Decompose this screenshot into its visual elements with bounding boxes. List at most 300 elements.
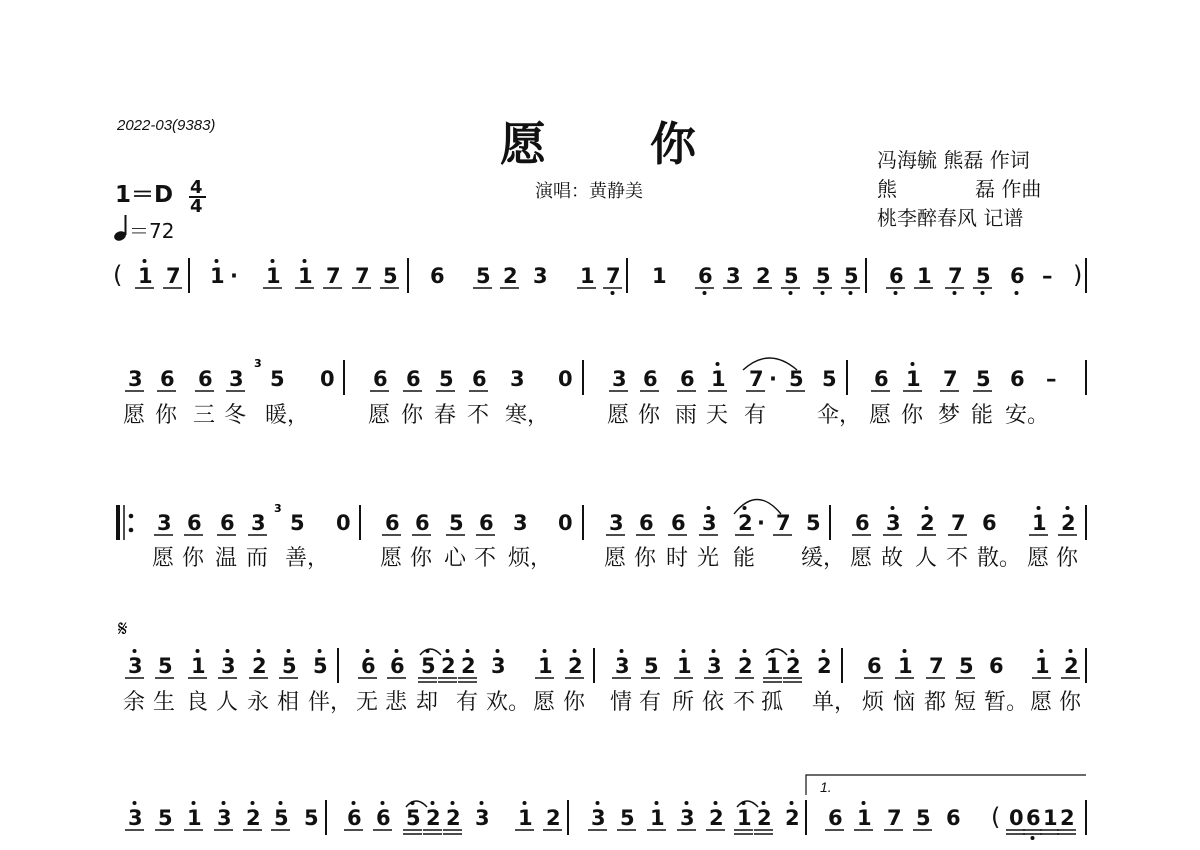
note: 6 <box>376 806 391 830</box>
high-octave-dot <box>366 649 370 653</box>
score-code: 2022-03(9383) <box>117 117 216 134</box>
note: 3 <box>680 806 695 830</box>
note: 5 <box>644 654 659 678</box>
lyric: 生 <box>153 690 176 715</box>
note: ( <box>113 261 123 289</box>
note: 3 <box>612 367 627 391</box>
note: 3 <box>217 806 232 830</box>
note: 5 <box>439 367 454 391</box>
note: 1 <box>737 806 752 830</box>
note: 2 <box>817 654 832 678</box>
lyric: 愿 <box>604 546 627 571</box>
note: 2 <box>738 511 753 535</box>
high-octave-dot <box>222 801 226 805</box>
lyric: 却 <box>416 690 439 715</box>
note: 3 <box>157 511 172 535</box>
lyric: 不 <box>733 690 756 715</box>
low-octave-dot <box>1031 836 1035 840</box>
note: 3 <box>591 806 606 830</box>
lyric: 孤 <box>761 690 784 715</box>
high-octave-dot <box>543 649 547 653</box>
note: 3 <box>886 511 901 535</box>
note: 3 <box>533 264 548 288</box>
low-octave-dot <box>849 291 853 295</box>
note: 0 <box>1009 806 1024 830</box>
note: 3 <box>229 367 244 391</box>
lyric: 而 <box>246 546 269 571</box>
grace-note: 3 <box>274 502 282 515</box>
lyric: 愿 <box>607 403 630 428</box>
lyric: 时 <box>666 546 689 571</box>
note: 6 <box>671 511 686 535</box>
lyric: 良 <box>186 690 209 715</box>
high-octave-dot <box>192 801 196 805</box>
note: 6 <box>472 367 487 391</box>
note: 7 <box>951 511 966 535</box>
note: 1 <box>898 654 913 678</box>
time-signature-bottom: 4 <box>190 196 203 217</box>
lyric: 暖， <box>265 403 310 428</box>
note: 2 <box>738 654 753 678</box>
note: 1 <box>857 806 872 830</box>
note: 1 <box>138 264 153 288</box>
key-signature: 1＝D <box>115 182 174 208</box>
high-octave-dot <box>596 801 600 805</box>
note: 2 <box>756 264 771 288</box>
high-octave-dot <box>790 801 794 805</box>
note: 6 <box>220 511 235 535</box>
lyric: 三 <box>193 403 216 428</box>
high-octave-dot <box>903 649 907 653</box>
lyric: 所 <box>672 690 695 715</box>
note: 1 <box>1035 654 1050 678</box>
ties <box>406 358 797 807</box>
lyric: 你 <box>634 546 657 571</box>
note: 6 <box>430 264 445 288</box>
high-octave-dot <box>251 801 255 805</box>
note: 7 <box>326 264 341 288</box>
volta-bracket <box>806 775 1086 795</box>
note: 2 <box>546 806 561 830</box>
lyric: 你 <box>410 546 433 571</box>
note: – <box>1042 264 1053 288</box>
note: 7 <box>776 511 791 535</box>
lyric: 雨 <box>675 403 698 428</box>
low-octave-dot <box>611 291 615 295</box>
high-octave-dot <box>226 649 230 653</box>
note: ( <box>991 803 1001 831</box>
high-octave-dot <box>707 506 711 510</box>
lyric: 你 <box>901 403 924 428</box>
note: 5 <box>304 806 319 830</box>
note: 6 <box>874 367 889 391</box>
high-octave-dot <box>352 801 356 805</box>
lyric: 愿 <box>1027 546 1050 571</box>
note: 3 <box>251 511 266 535</box>
note: · <box>230 264 238 288</box>
note: 5 <box>789 367 804 391</box>
note: 6 <box>390 654 405 678</box>
note: 2 <box>786 654 801 678</box>
note: 6 <box>1010 367 1025 391</box>
note: 3 <box>128 654 143 678</box>
composer-name-a: 熊 <box>877 177 897 201</box>
note: 6 <box>855 511 870 535</box>
note: 1 <box>1032 511 1047 535</box>
lyric: 有 <box>744 403 767 428</box>
lyric: 故 <box>881 546 904 571</box>
note: 3 <box>702 511 717 535</box>
note: 6 <box>1010 264 1025 288</box>
lyric: 散。 <box>977 546 1022 571</box>
note: 7 <box>355 264 370 288</box>
note: 5 <box>816 264 831 288</box>
note: 6 <box>198 367 213 391</box>
high-octave-dot <box>133 801 137 805</box>
note: 0 <box>336 511 351 535</box>
lyric: 春 <box>434 403 457 428</box>
note: 5 <box>916 806 931 830</box>
high-octave-dot <box>287 649 291 653</box>
lyric: 你 <box>1059 690 1082 715</box>
note: 5 <box>290 511 305 535</box>
lyric: 愿 <box>152 546 175 571</box>
lyric: 愿 <box>850 546 873 571</box>
note: 3 <box>726 264 741 288</box>
high-octave-dot <box>271 259 275 263</box>
note: 6 <box>187 511 202 535</box>
note: 6 <box>828 806 843 830</box>
high-octave-dot <box>712 649 716 653</box>
lyric: 情 <box>610 690 633 715</box>
lyric: 烦， <box>508 546 553 571</box>
note: 3 <box>491 654 506 678</box>
high-octave-dot <box>215 259 219 263</box>
lyric: 你 <box>182 546 205 571</box>
high-octave-dot <box>620 649 624 653</box>
lyric: 你 <box>638 403 661 428</box>
lyric: 伞， <box>817 403 862 428</box>
note: 2 <box>446 806 461 830</box>
note: 2 <box>1061 511 1076 535</box>
high-octave-dot <box>862 801 866 805</box>
high-octave-dot <box>742 801 746 805</box>
time-signature-top: 4 <box>190 177 203 198</box>
high-octave-dot <box>655 801 659 805</box>
note: 5 <box>822 367 837 391</box>
note: 1 <box>766 654 781 678</box>
lyric: 人 <box>915 546 938 571</box>
note: 2 <box>426 806 441 830</box>
note: 1 <box>652 264 667 288</box>
note: 2 <box>441 654 456 678</box>
note: 5 <box>383 264 398 288</box>
note: 7 <box>749 367 764 391</box>
lyric: 温 <box>215 546 238 571</box>
note: 0 <box>320 367 335 391</box>
high-octave-dot <box>714 801 718 805</box>
transcriber-credit: 桃李醉春风 记谱 <box>877 206 1024 230</box>
lyric: 有 <box>456 690 479 715</box>
note: 5 <box>282 654 297 678</box>
low-octave-dot <box>894 291 898 295</box>
note: 5 <box>421 654 436 678</box>
lyricist-credit: 冯海毓 熊磊 作词 <box>877 148 1030 172</box>
note: 6 <box>347 806 362 830</box>
note: 2 <box>757 806 772 830</box>
high-octave-dot <box>743 506 747 510</box>
note: · <box>769 367 777 391</box>
note: 5 <box>806 511 821 535</box>
note: 5 <box>270 367 285 391</box>
note: 6 <box>989 654 1004 678</box>
high-octave-dot <box>257 649 261 653</box>
high-octave-dot <box>716 362 720 366</box>
low-octave-dot <box>981 291 985 295</box>
note: 6 <box>373 367 388 391</box>
high-octave-dot <box>451 801 455 805</box>
note: 3 <box>615 654 630 678</box>
repeat-start-sign <box>116 505 133 540</box>
high-octave-dot <box>573 649 577 653</box>
low-octave-dot <box>953 291 957 295</box>
lyric: 梦 <box>938 403 961 428</box>
lyric: 你 <box>155 403 178 428</box>
lyric: 光 <box>697 546 720 571</box>
lyric: 都 <box>924 690 947 715</box>
lyric: 恼 <box>893 690 916 715</box>
high-octave-dot <box>303 259 307 263</box>
lyric: 暂。 <box>984 690 1029 715</box>
lyric: 不 <box>474 546 497 571</box>
high-octave-dot <box>925 506 929 510</box>
note: 6 <box>889 264 904 288</box>
high-octave-dot <box>446 649 450 653</box>
note: 6 <box>639 511 654 535</box>
high-octave-dot <box>143 259 147 263</box>
lyric: 单， <box>812 690 857 715</box>
note: 7 <box>943 367 958 391</box>
note: 1 <box>187 806 202 830</box>
note: 6 <box>385 511 400 535</box>
high-octave-dot <box>523 801 527 805</box>
lyric: 寒， <box>505 403 550 428</box>
note: 5 <box>406 806 421 830</box>
note: 7 <box>929 654 944 678</box>
lyric: 依 <box>702 690 725 715</box>
high-octave-dot <box>685 801 689 805</box>
high-octave-dot <box>891 506 895 510</box>
lyric: 不 <box>467 403 490 428</box>
note: 5 <box>976 264 991 288</box>
high-octave-dot <box>279 801 283 805</box>
note: 6 <box>1026 806 1041 830</box>
note: 2 <box>461 654 476 678</box>
note: 1 <box>917 264 932 288</box>
high-octave-dot <box>426 649 430 653</box>
lyric: 伴， <box>308 690 353 715</box>
composer-name-b: 磊 作曲 <box>975 177 1042 201</box>
high-octave-dot <box>1069 649 1073 653</box>
note: 7 <box>887 806 902 830</box>
note: 2 <box>252 654 267 678</box>
song-title-char-1: 愿 <box>500 117 546 171</box>
note: 1 <box>518 806 533 830</box>
note: 2 <box>246 806 261 830</box>
note: 1 <box>210 264 225 288</box>
lyric: 愿 <box>533 690 556 715</box>
lyric: 悲 <box>385 690 408 715</box>
note: 2 <box>1064 654 1079 678</box>
note: 5 <box>158 654 173 678</box>
lyric: 短 <box>954 690 977 715</box>
lyric: 心 <box>444 546 467 571</box>
lyric: 相 <box>277 690 300 715</box>
note: 3 <box>609 511 624 535</box>
note: 3 <box>221 654 236 678</box>
note: 6 <box>680 367 695 391</box>
song-title-char-2: 你 <box>650 117 696 171</box>
note: 1 <box>266 264 281 288</box>
note: 1 <box>538 654 553 678</box>
note: 6 <box>982 511 997 535</box>
high-octave-dot <box>682 649 686 653</box>
high-octave-dot <box>1040 649 1044 653</box>
note: 0 <box>558 367 573 391</box>
high-octave-dot <box>411 801 415 805</box>
low-octave-dot <box>789 291 793 295</box>
note: 6 <box>643 367 658 391</box>
note: 3 <box>128 806 143 830</box>
note: 7 <box>166 264 181 288</box>
note: 1 <box>677 654 692 678</box>
lyric: 缓， <box>801 546 846 571</box>
high-octave-dot <box>1066 506 1070 510</box>
note: 6 <box>160 367 175 391</box>
note: 6 <box>479 511 494 535</box>
note: 5 <box>449 511 464 535</box>
quarter-note-icon <box>113 215 127 242</box>
note: 1 <box>711 367 726 391</box>
note: 5 <box>158 806 173 830</box>
lyric: 能 <box>971 403 994 428</box>
lyric: 愿 <box>869 403 892 428</box>
note: 5 <box>313 654 328 678</box>
high-octave-dot <box>431 801 435 805</box>
lyric: 愿 <box>368 403 391 428</box>
high-octave-dot <box>196 649 200 653</box>
lyric: 能 <box>733 546 756 571</box>
note: 2 <box>1060 806 1075 830</box>
high-octave-dot <box>381 801 385 805</box>
lyric: 无 <box>356 690 379 715</box>
note: – <box>1046 367 1057 391</box>
high-octave-dot <box>822 649 826 653</box>
lyric: 你 <box>401 403 424 428</box>
note: 1 <box>298 264 313 288</box>
note: 2 <box>568 654 583 678</box>
lyric: 愿 <box>380 546 403 571</box>
high-octave-dot <box>911 362 915 366</box>
high-octave-dot <box>791 649 795 653</box>
note: 7 <box>606 264 621 288</box>
high-octave-dot <box>480 801 484 805</box>
note: 0 <box>558 511 573 535</box>
lyric: 冬 <box>224 403 247 428</box>
lyric: 愿 <box>1030 690 1053 715</box>
singer-credit: 演唱：黄静美 <box>535 181 643 202</box>
note: 6 <box>867 654 882 678</box>
note: 3 <box>475 806 490 830</box>
note: 6 <box>406 367 421 391</box>
high-octave-dot <box>395 649 399 653</box>
note: 5 <box>620 806 635 830</box>
note: 7 <box>948 264 963 288</box>
note: 2 <box>503 264 518 288</box>
lyric: 人 <box>216 690 239 715</box>
note: 5 <box>476 264 491 288</box>
note: 3 <box>513 511 528 535</box>
high-octave-dot <box>496 649 500 653</box>
lyric: 烦 <box>862 690 885 715</box>
note: 5 <box>976 367 991 391</box>
note: 6 <box>698 264 713 288</box>
high-octave-dot <box>133 649 137 653</box>
note: 6 <box>946 806 961 830</box>
lyric: 余 <box>123 690 146 715</box>
lyric: 天 <box>706 403 729 428</box>
grace-note: 3 <box>254 357 262 370</box>
note: 1 <box>650 806 665 830</box>
tempo-marking: ＝72 <box>129 219 175 243</box>
note: 1 <box>191 654 206 678</box>
lyric: 安。 <box>1005 403 1050 428</box>
note: 6 <box>361 654 376 678</box>
note: 1 <box>906 367 921 391</box>
segno-sign: 𝄋 <box>118 617 128 642</box>
lyric: 你 <box>563 690 586 715</box>
notes-layer <box>113 259 1082 840</box>
note: 6 <box>415 511 430 535</box>
note: 2 <box>785 806 800 830</box>
high-octave-dot <box>743 649 747 653</box>
note: 3 <box>128 367 143 391</box>
note: 1 <box>1043 806 1058 830</box>
note: 3 <box>510 367 525 391</box>
lyric: 善， <box>285 546 330 571</box>
high-octave-dot <box>1037 506 1041 510</box>
note: 5 <box>959 654 974 678</box>
high-octave-dot <box>318 649 322 653</box>
note: 2 <box>709 806 724 830</box>
note: 2 <box>920 511 935 535</box>
lyric: 永 <box>247 690 270 715</box>
lyric: 你 <box>1056 546 1079 571</box>
lyric: 不 <box>946 546 969 571</box>
note: 5 <box>844 264 859 288</box>
note: 1 <box>580 264 595 288</box>
low-octave-dot <box>1015 291 1019 295</box>
lyric: 愿 <box>123 403 146 428</box>
note: ) <box>1073 261 1083 289</box>
high-octave-dot <box>762 801 766 805</box>
note: 3 <box>707 654 722 678</box>
high-octave-dot <box>771 649 775 653</box>
note: 5 <box>274 806 289 830</box>
note: · <box>757 511 765 535</box>
svg-text:1.: 1. <box>820 779 832 795</box>
note: 5 <box>784 264 799 288</box>
